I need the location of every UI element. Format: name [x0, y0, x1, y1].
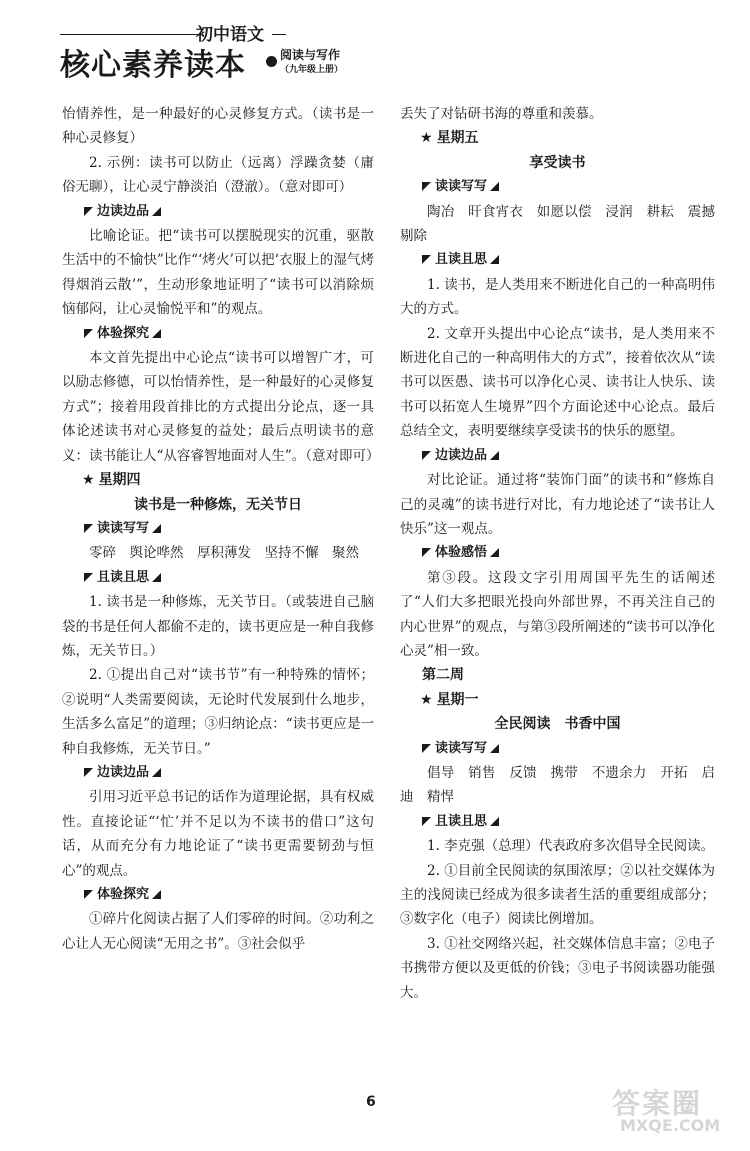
triangle-marker-icon: [490, 548, 499, 557]
triangle-marker-icon: [422, 817, 431, 826]
triangle-marker-icon: [490, 744, 499, 753]
triangle-marker-icon: [152, 890, 161, 899]
article-title: 享受读书: [529, 154, 586, 171]
paragraph: 比喻论证。把“读书可以摆脱现实的沉重，驱散生活中的不愉快”比作“‘烤火’可以把‘衣服上的湿气烤得烟消云散’”，生动形象地证明了“读书可以消除烦恼郁闷，让心灵愉悦平和”的观点。: [62, 228, 374, 318]
paragraph: 本文首先提出中心论点“读书可以增智广才，可以励志修德，可以怡情养性，是一种最好的心灵修复方式”；接着用段首排比的方式提出分论点，逐一具体论述读书对心灵修复的益处；最后点明读书的意义：读书能让人“从容睿智地面对人生”。（意对即可）: [62, 350, 380, 464]
paragraph: 3. ①社交网络兴起，社交媒体信息丰富；②电子书携带方便以及更低的价钱；③电子书阅读器功能强大。: [400, 935, 715, 1001]
triangle-marker-icon: [152, 573, 161, 582]
triangle-marker-icon: [422, 744, 431, 753]
triangle-marker-icon: [490, 255, 499, 264]
triangle-marker-icon: [84, 329, 93, 338]
triangle-marker-icon: [422, 182, 431, 191]
header-rule-short: [272, 34, 286, 35]
watermark-text: 答案圈: [612, 1087, 703, 1120]
triangle-marker-icon: [84, 890, 93, 899]
section-heading: 且读且思: [400, 248, 715, 272]
vocabulary-list: 陶冶 旰食宵衣 如愿以偿 浸润 耕耘 震撼 剔除: [400, 203, 729, 245]
triangle-marker-icon: [84, 573, 93, 582]
section-heading: 边读边品: [62, 761, 374, 785]
triangle-marker-icon: [422, 451, 431, 460]
section-heading: 读读写写: [62, 517, 374, 541]
paragraph: 怡情养性，是一种最好的心灵修复方式。（读书是一种心灵修复）: [62, 106, 374, 147]
watermark-logo: [602, 1080, 734, 1140]
triangle-marker-icon: [490, 817, 499, 826]
page-header: [60, 18, 380, 83]
week-heading: 第二周: [422, 667, 464, 684]
triangle-marker-icon: [152, 329, 161, 338]
triangle-marker-icon: [152, 768, 161, 777]
star-icon: ★: [420, 691, 433, 708]
day-heading: ★ 星期一: [420, 691, 479, 708]
triangle-marker-icon: [84, 207, 93, 216]
paragraph: 引用习近平总书记的话作为道理论据，具有权威性。直接论证“‘忙’并不足以为不读书的借口”这句话，从而充分有力地论证了“读书更需要韧劲与恒心”的观点。: [62, 789, 374, 879]
paragraph: ①碎片化阅读占据了人们零碎的时间。②功利之心让人无心阅读“无用之书”。③社会似乎: [62, 911, 374, 952]
paragraph: 2. 文章开头提出中心论点“读书，是人类用来不断进化自己的一种高明伟大的方式”，接着依次从“读书可以医愚、读书可以净化心灵、读书让人快乐、读书可以拓宽人生境界”四个方面论述中心论点。最后总结全文，表明要继续享受读书的快乐的愿望。: [400, 325, 715, 440]
triangle-marker-icon: [422, 255, 431, 264]
book-tag-line1: 阅读与写作: [280, 48, 341, 62]
triangle-marker-icon: [422, 548, 431, 557]
paragraph: 2. 示例：读书可以防止（远离）浮躁贪婪（庸俗无聊），让心灵宁静淡泊（澄澈）。（意对即可）: [62, 154, 374, 196]
book-title: 核心素养读本: [60, 48, 246, 83]
bullet-dot-icon: [266, 56, 277, 67]
section-heading: 读读写写: [400, 737, 715, 761]
section-heading: 体验感悟: [400, 541, 715, 565]
section-heading: 体验探究: [62, 883, 374, 907]
watermark-url: MXQE.COM: [620, 1116, 721, 1135]
header-subtitle: 初中语文: [196, 25, 264, 45]
triangle-marker-icon: [152, 524, 161, 533]
header-rule: [60, 34, 200, 35]
star-icon: ★: [82, 472, 95, 489]
paragraph: 2. ①提出自己对“读书节”有一种特殊的情怀；②说明“人类需要阅读，无论时代发展到什么地步，生活多么富足”的道理；③归纳论点：“读书更应是一种自我修炼，无关节日。”: [62, 667, 374, 757]
triangle-marker-icon: [490, 451, 499, 460]
section-heading: 读读写写: [400, 175, 715, 199]
article-title: 读书是一种修炼，无关节日: [134, 496, 302, 513]
paragraph: 1. 读书，是人类用来不断进化自己的一种高明伟大的方式。: [400, 276, 715, 318]
paragraph: 丢失了对钻研书海的尊重和羡慕。: [400, 106, 603, 122]
triangle-marker-icon: [490, 182, 499, 191]
section-heading: 且读且思: [62, 566, 374, 590]
paragraph: 对比论证。通过将“装饰门面”的读书和“修炼自己的灵魂”的读书进行对比，有力地论述了“读书让人快乐”这一观点。: [400, 472, 715, 537]
vocabulary-list: 零碎 舆论哗然 厚积薄发 坚持不懈 聚然: [89, 545, 359, 562]
section-heading: 体验探究: [62, 322, 374, 346]
left-column: [62, 102, 380, 956]
vocabulary-list: 倡导 销售 反馈 携带 不遗余力 开拓 启迪 精悍: [400, 764, 715, 806]
section-heading: 边读边品: [400, 444, 715, 468]
triangle-marker-icon: [152, 207, 161, 216]
paragraph: 1. 李克强（总理）代表政府多次倡导全民阅读。: [427, 838, 715, 855]
paragraph: 2. ①目前全民阅读的氛围浓厚；②以社交媒体为主的浅阅读已经成为很多读者生活的重要组成部分；③数字化（电子）阅读比例增加。: [400, 862, 715, 928]
paragraph: 1. 读书是一种修炼，无关节日。（或装进自己脑袋的书是任何人都偷不走的，读书更应是一种自我修炼，无关节日。）: [62, 594, 374, 659]
triangle-marker-icon: [84, 524, 93, 533]
paragraph: 第③段。这段文字引用周国平先生的话阐述了“人们大多把眼光投向外部世界，不再关注自己的内心世界”的观点，与第③段所阐述的“读书可以净化心灵”相一致。: [400, 569, 715, 659]
book-tag-line2: （九年级上册）: [280, 65, 344, 75]
day-heading: ★ 星期四: [82, 472, 141, 489]
right-column: [400, 102, 729, 1005]
star-icon: ★: [420, 130, 433, 147]
page-number: 6: [366, 1094, 376, 1110]
section-heading: 边读边品: [62, 200, 374, 224]
day-heading: ★ 星期五: [420, 130, 479, 147]
section-heading: 且读且思: [400, 810, 715, 834]
triangle-marker-icon: [84, 768, 93, 777]
article-title: 全民阅读 书香中国: [494, 716, 621, 733]
